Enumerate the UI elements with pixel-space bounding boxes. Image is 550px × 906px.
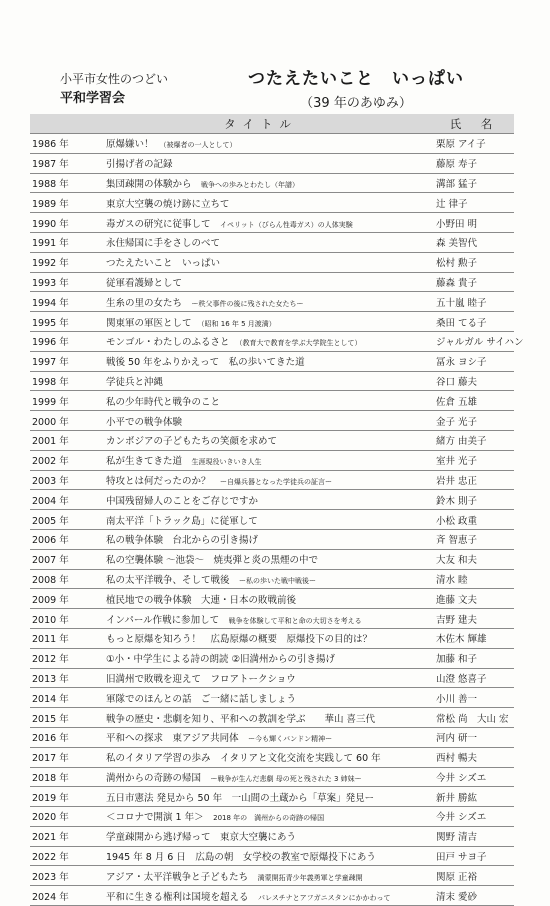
table-row xyxy=(30,292,514,312)
row-title-cell xyxy=(90,747,432,767)
row-year: 2002 年 xyxy=(30,450,90,470)
table-row xyxy=(30,411,514,431)
row-title-cell xyxy=(90,727,432,747)
row-speaker-name: 関原 正裕 xyxy=(432,866,514,886)
row-note: ー秩父事件の後に残された女たちー xyxy=(191,299,304,308)
row-year: 2017 年 xyxy=(30,747,90,767)
row-speaker-name: 常松 尚 大山 宏 xyxy=(432,708,514,728)
row-note: （昭和 16 年 5 月渡満） xyxy=(201,319,276,328)
row-speaker-name: 岩井 忠正 xyxy=(432,470,514,490)
row-title-cell xyxy=(90,490,432,510)
row-title-cell xyxy=(90,173,432,193)
row-title: 特攻とは何だったのか？ xyxy=(106,475,211,487)
row-title-cell xyxy=(90,510,432,530)
row-speaker-name: 木佐木 輝雄 xyxy=(432,628,514,648)
title-header: タイトル xyxy=(90,114,432,134)
row-title-cell xyxy=(90,569,432,589)
row-note: イペリット（びらん性毒ガス）の人体実験 xyxy=(220,220,353,229)
row-speaker-name: ジャルガル サイハン xyxy=(432,331,514,351)
table-row xyxy=(30,450,514,470)
row-speaker-name: 谷口 藤夫 xyxy=(432,371,514,391)
row-year: 1986 年 xyxy=(30,134,90,154)
row-speaker-name: 冨永 ヨシ子 xyxy=(432,351,514,371)
row-year: 2006 年 xyxy=(30,529,90,549)
row-title-cell xyxy=(90,213,432,233)
row-title: 東京大空襲の焼け跡に立ちて xyxy=(106,198,230,210)
row-year: 2000 年 xyxy=(30,411,90,431)
row-title: 関東軍の軍医として xyxy=(106,317,192,329)
row-title: アジア・太平洋戦争と子どもたち xyxy=(106,871,249,883)
row-speaker-name: 鈴木 則子 xyxy=(432,490,514,510)
row-note: ー今も輝くバンドン精神ー xyxy=(248,735,333,744)
row-year: 2023 年 xyxy=(30,866,90,886)
table-row xyxy=(30,272,514,292)
row-year: 1990 年 xyxy=(30,213,90,233)
row-title-cell xyxy=(90,807,432,827)
row-year: 2024 年 xyxy=(30,886,90,906)
row-speaker-name: 今井 シズエ xyxy=(432,807,514,827)
table-row xyxy=(30,846,514,866)
row-title-cell xyxy=(90,648,432,668)
row-year: 2010 年 xyxy=(30,609,90,629)
row-title-cell xyxy=(90,886,432,906)
row-title: 生糸の里の女たち xyxy=(106,297,183,309)
row-note: ー戦争が生んだ悲劇 母の死と残された 3 姉妹ー xyxy=(210,774,362,783)
row-title: 私の少年時代と戦争のこと xyxy=(106,396,221,408)
table-row xyxy=(30,747,514,767)
row-title-cell xyxy=(90,351,432,371)
row-speaker-name: 斉 智恵子 xyxy=(432,529,514,549)
row-speaker-name: 五十嵐 睦子 xyxy=(432,292,514,312)
row-speaker-name: 河内 研一 xyxy=(432,727,514,747)
row-title-cell xyxy=(90,134,432,154)
row-speaker-name: 溝部 猛子 xyxy=(432,173,514,193)
row-note: パレスチナとアフガニスタンにかかわって xyxy=(258,893,391,902)
row-year: 2001 年 xyxy=(30,430,90,450)
row-note: 戦争への歩みとわたし（年譜） xyxy=(201,180,300,189)
row-note: ー私の歩いた戦中戦後ー xyxy=(239,576,317,585)
row-speaker-name: 辻 律子 xyxy=(432,193,514,213)
row-speaker-name: 小松 政重 xyxy=(432,510,514,530)
row-title: 軍隊でのほんとの話 ご一緒に話しましょう xyxy=(106,693,297,705)
name-header: 氏 名 xyxy=(432,114,514,134)
row-year: 1991 年 xyxy=(30,232,90,252)
table-row xyxy=(30,371,514,391)
row-speaker-name: 藤原 寿子 xyxy=(432,153,514,173)
table-row xyxy=(30,648,514,668)
row-title-cell xyxy=(90,609,432,629)
row-title-cell xyxy=(90,232,432,252)
row-title: 原爆嫌い！ xyxy=(106,139,154,151)
row-year: 2012 年 xyxy=(30,648,90,668)
row-note: 生涯現役いきいき人生 xyxy=(191,458,262,467)
table-row xyxy=(30,470,514,490)
table-row xyxy=(30,807,514,827)
table-row xyxy=(30,767,514,787)
row-title-cell xyxy=(90,668,432,688)
row-title-cell xyxy=(90,866,432,886)
row-note: 戦争を体験して平和と命の大切さを考える xyxy=(228,616,362,625)
row-title: 私の太平洋戦争、そして戦後 xyxy=(106,574,230,586)
row-title: 永住帰国に手をさしのべて xyxy=(106,238,221,250)
row-title-cell xyxy=(90,826,432,846)
row-year: 1987 年 xyxy=(30,153,90,173)
row-speaker-name: 桑田 てる子 xyxy=(432,312,514,332)
table-row xyxy=(30,589,514,609)
row-year: 2011 年 xyxy=(30,628,90,648)
row-speaker-name: 清水 睦 xyxy=(432,569,514,589)
row-title-cell xyxy=(90,450,432,470)
organizer-name: 小平市女性のつどい xyxy=(60,72,169,86)
table-row xyxy=(30,351,514,371)
row-speaker-name: 新井 勝紘 xyxy=(432,787,514,807)
row-title-cell xyxy=(90,153,432,173)
row-title: 1945 年 8 月 6 日 広島の朝 女学校の教室で原爆投下にあう xyxy=(106,852,376,864)
row-title: 小平での戦争体験 xyxy=(106,416,183,428)
row-speaker-name: 佐倉 五雄 xyxy=(432,391,514,411)
table-row xyxy=(30,628,514,648)
row-year: 2009 年 xyxy=(30,589,90,609)
row-year: 1996 年 xyxy=(30,331,90,351)
table-row xyxy=(30,708,514,728)
row-title: もっと原爆を知ろう！ 広島原爆の概要 原爆投下の目的は？ xyxy=(106,634,373,646)
table-row xyxy=(30,727,514,747)
table-row xyxy=(30,529,514,549)
row-year: 2022 年 xyxy=(30,846,90,866)
row-title: カンボジアの子どもたちの笑顔を求めて xyxy=(106,436,278,448)
row-title: 引揚げ者の記録 xyxy=(106,159,173,171)
row-title: 五日市憲法 発見から 50 年 一山間の土蔵から「草案」発見ー xyxy=(106,792,375,804)
row-title-cell xyxy=(90,787,432,807)
row-year: 1997 年 xyxy=(30,351,90,371)
row-year: 1998 年 xyxy=(30,371,90,391)
row-title: 戦争の歴史・悲劇を知り、平和への教訓を学ぶ 華山 喜三代 xyxy=(106,713,376,725)
row-title: 平和への探求 東アジア共同体 xyxy=(106,733,239,745)
row-speaker-name: 大友 和夫 xyxy=(432,549,514,569)
row-speaker-name: 松村 勲子 xyxy=(432,252,514,272)
table-row xyxy=(30,232,514,252)
row-year: 2005 年 xyxy=(30,510,90,530)
document-title: つたえたいこと いっぱい xyxy=(248,69,464,89)
row-title-cell xyxy=(90,470,432,490)
row-speaker-name: 進藤 文夫 xyxy=(432,589,514,609)
row-speaker-name: 田戸 サヨ子 xyxy=(432,846,514,866)
table-row xyxy=(30,866,514,886)
year-header xyxy=(30,114,90,134)
row-speaker-name: 藤森 貴子 xyxy=(432,272,514,292)
table-row xyxy=(30,173,514,193)
row-title: 集団疎開の体験から xyxy=(106,178,192,190)
row-title-cell xyxy=(90,312,432,332)
organizer-block xyxy=(60,70,168,108)
table-row xyxy=(30,331,514,351)
table-row xyxy=(30,886,514,906)
row-title-cell xyxy=(90,411,432,431)
row-title: 私の空襲体験 ～池袋～ 焼夷弾と炎の黒煙の中で xyxy=(106,555,319,567)
row-speaker-name: 森 美智代 xyxy=(432,232,514,252)
row-year: 1995 年 xyxy=(30,312,90,332)
row-title: 従軍看護婦として xyxy=(106,277,183,289)
table-row xyxy=(30,391,514,411)
row-title: 戦後 50 年をふりかえって 私の歩いてきた道 xyxy=(106,357,305,369)
event-name: 平和学習会 xyxy=(60,91,126,106)
row-year: 2003 年 xyxy=(30,470,90,490)
row-title: 学徒兵と沖縄 xyxy=(106,376,164,388)
row-title-cell xyxy=(90,846,432,866)
row-title-cell xyxy=(90,331,432,351)
row-note: （教育大で教育を学ぶ大学院生として） xyxy=(239,339,362,348)
row-year: 2015 年 xyxy=(30,708,90,728)
table-row xyxy=(30,252,514,272)
table-row xyxy=(30,569,514,589)
row-speaker-name: 西村 暢夫 xyxy=(432,747,514,767)
row-title: ＜コロナで開演 1 年＞ xyxy=(106,812,204,824)
row-year: 1993 年 xyxy=(30,272,90,292)
document-subtitle: （39 年のあゆみ） xyxy=(300,96,412,111)
row-speaker-name: 小川 善一 xyxy=(432,688,514,708)
row-speaker-name: 栗原 アイ子 xyxy=(432,134,514,154)
row-year: 2020 年 xyxy=(30,807,90,827)
row-title-cell xyxy=(90,193,432,213)
row-year: 1999 年 xyxy=(30,391,90,411)
row-speaker-name: 関野 清吉 xyxy=(432,826,514,846)
table-row xyxy=(30,490,514,510)
row-title-cell xyxy=(90,628,432,648)
row-title: 南太平洋「トラック島」に従軍して xyxy=(106,515,258,527)
row-title-cell xyxy=(90,252,432,272)
row-year: 2014 年 xyxy=(30,688,90,708)
row-title-cell xyxy=(90,371,432,391)
row-title: ①小・中学生による詩の朗読 ②旧満州からの引き揚げ xyxy=(106,654,336,666)
row-year: 2016 年 xyxy=(30,727,90,747)
row-year: 2008 年 xyxy=(30,569,90,589)
row-year: 2021 年 xyxy=(30,826,90,846)
row-year: 2004 年 xyxy=(30,490,90,510)
row-year: 2018 年 xyxy=(30,767,90,787)
row-speaker-name: 今井 シズエ xyxy=(432,767,514,787)
row-speaker-name: 小野田 明 xyxy=(432,213,514,233)
row-speaker-name: 室井 光子 xyxy=(432,450,514,470)
row-title: インパール作戦に参加して xyxy=(106,614,220,626)
row-year: 2007 年 xyxy=(30,549,90,569)
row-year: 1989 年 xyxy=(30,193,90,213)
table-header-row xyxy=(30,114,514,134)
row-year: 1988 年 xyxy=(30,173,90,193)
row-title: 毒ガスの研究に従事して xyxy=(106,218,211,230)
row-speaker-name: 吉野 建夫 xyxy=(432,609,514,629)
row-title-cell xyxy=(90,589,432,609)
row-speaker-name: 山澄 悠喜子 xyxy=(432,668,514,688)
history-table xyxy=(30,114,524,906)
table-row xyxy=(30,312,514,332)
row-title-cell xyxy=(90,708,432,728)
table-row xyxy=(30,193,514,213)
table-row xyxy=(30,826,514,846)
table-row xyxy=(30,609,514,629)
row-title: 中国残留婦人のことをご存じですか xyxy=(106,495,259,507)
row-year: 2019 年 xyxy=(30,787,90,807)
table-row xyxy=(30,213,514,233)
row-title: 私のイタリア学習の歩み イタリアと文化交流を実践して 60 年 xyxy=(106,753,381,765)
table-row xyxy=(30,134,514,154)
row-title-cell xyxy=(90,272,432,292)
table-row xyxy=(30,430,514,450)
row-title: モンゴル・わたしのふるさと xyxy=(106,337,230,349)
row-year: 1994 年 xyxy=(30,292,90,312)
row-title: 私の戦争体験 台北からの引き揚げ xyxy=(106,535,259,547)
row-speaker-name: 加藤 和子 xyxy=(432,648,514,668)
row-title-cell xyxy=(90,430,432,450)
row-title-cell xyxy=(90,688,432,708)
row-speaker-name: 緒方 由美子 xyxy=(432,430,514,450)
document-heading xyxy=(236,64,476,111)
row-title-cell xyxy=(90,391,432,411)
row-title: 旧満州で敗戦を迎えて フロアトークショウ xyxy=(106,673,296,685)
row-title-cell xyxy=(90,767,432,787)
row-title: 植民地での戦争体験 大連・日本の敗戦前後 xyxy=(106,594,297,606)
table-row xyxy=(30,668,514,688)
row-note: ー自爆兵器となった学徒兵の証言ー xyxy=(220,477,333,486)
row-title: 学童疎開から逃げ帰って 東京大空襲にあう xyxy=(106,832,297,844)
table-row xyxy=(30,787,514,807)
row-title: 満州からの奇跡の帰国 xyxy=(106,772,202,784)
row-title: 平和に生きる権利は国境を超える xyxy=(106,891,249,903)
row-note: 2018 年の 満州からの奇跡の帰国 xyxy=(213,814,325,823)
row-title-cell xyxy=(90,292,432,312)
table-row xyxy=(30,153,514,173)
row-note: （被爆者の一人として） xyxy=(163,141,237,150)
row-speaker-name: 金子 光子 xyxy=(432,411,514,431)
row-title-cell xyxy=(90,549,432,569)
table-row xyxy=(30,688,514,708)
row-speaker-name: 清末 愛砂 xyxy=(432,886,514,906)
row-title: つたえたいこと いっぱい xyxy=(106,258,221,270)
row-note: 満蒙開拓青少年義勇軍と学童疎開 xyxy=(257,873,363,882)
row-title-cell xyxy=(90,529,432,549)
row-year: 2013 年 xyxy=(30,668,90,688)
table-row xyxy=(30,510,514,530)
table-row xyxy=(30,549,514,569)
row-year: 1992 年 xyxy=(30,252,90,272)
row-title: 私が生きてきた道 xyxy=(106,456,183,468)
